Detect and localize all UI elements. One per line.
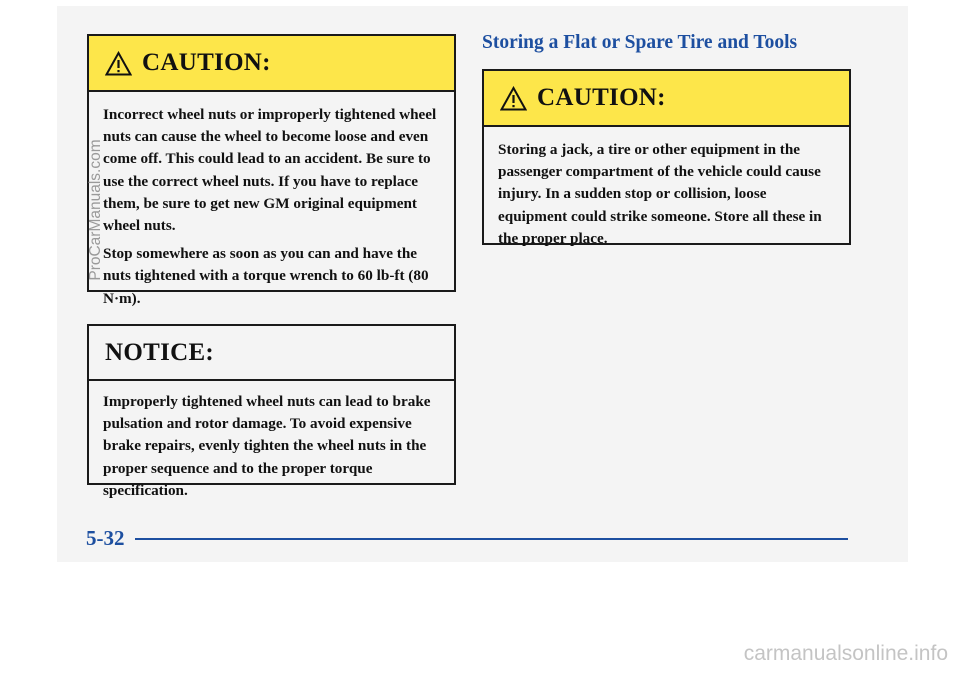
section-heading: Storing a Flat or Spare Tire and Tools bbox=[482, 32, 798, 53]
caution-paragraph: Storing a jack, a tire or other equipment in the passenger compartment of the vehicle could cause injury. In a sudden stop or collision, loose equipment could strike someone. Store all these in the proper place. bbox=[498, 141, 822, 247]
caution-header bbox=[484, 71, 849, 127]
warning-triangle-icon bbox=[500, 86, 527, 111]
caution-box-wheel-nuts bbox=[87, 34, 456, 307]
bottom-watermark: carmanualsonline.info bbox=[743, 642, 948, 665]
page-number: 5-32 bbox=[86, 526, 125, 550]
caution-box-storage bbox=[482, 69, 851, 245]
side-watermark: ProCarManuals.com bbox=[87, 139, 104, 281]
notice-header bbox=[89, 326, 454, 381]
caution-header bbox=[89, 36, 454, 92]
caution-title: CAUTION: bbox=[142, 49, 271, 76]
notice-paragraph: Improperly tightened wheel nuts can lead to brake pulsation and rotor damage. To avoid expensive brake repairs, evenly tighten the wheel nuts in the proper sequence and to the proper torque specification. bbox=[103, 393, 431, 499]
footer-divider bbox=[135, 538, 848, 540]
notice-box-brake bbox=[87, 324, 456, 499]
caution-paragraph: Stop somewhere as soon as you can and have the nuts tightened with a torque wrench to 60 lb-ft (80 N·m). bbox=[103, 245, 429, 307]
caution-paragraph: Incorrect wheel nuts or improperly tightened wheel nuts can cause the wheel to become loose and even come off. This could lead to an accident. Be sure to use the correct wheel nuts. If you have to replace them, be sure to get new GM original equipment wheel nuts. bbox=[103, 106, 437, 235]
warning-triangle-icon bbox=[105, 51, 132, 76]
caution-title: CAUTION: bbox=[537, 84, 666, 111]
notice-title: NOTICE: bbox=[105, 338, 215, 366]
